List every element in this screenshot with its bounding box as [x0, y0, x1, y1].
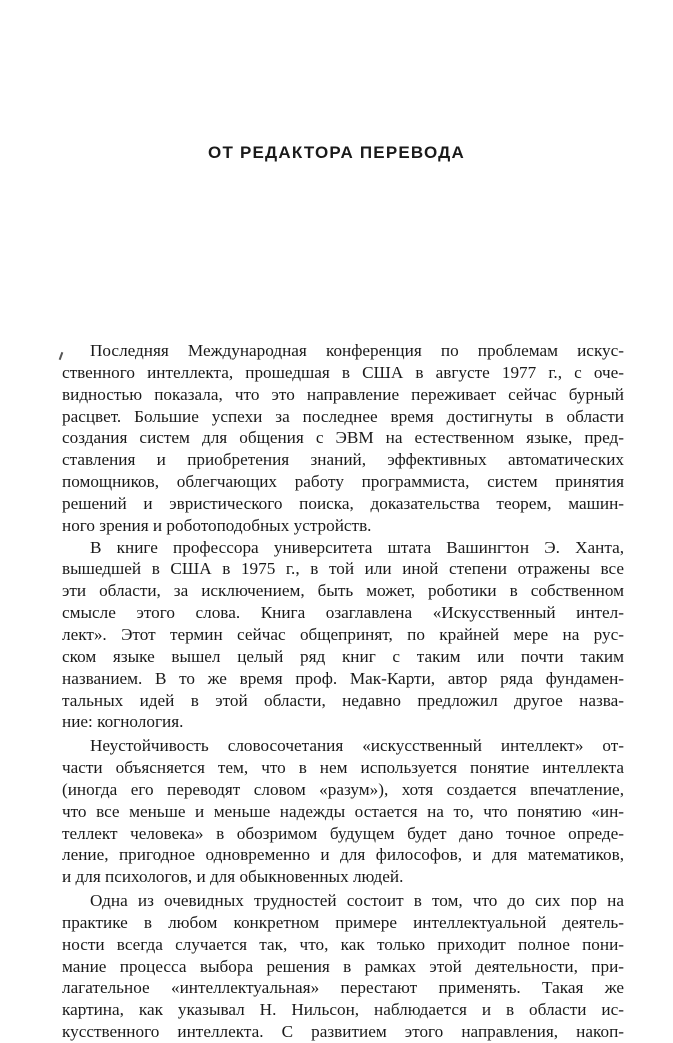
- paragraph-2: [62, 537, 624, 734]
- body-text: [62, 340, 624, 1043]
- text-line: теллект человека» в обозримом будущем будет дано точное опреде-: [62, 823, 624, 843]
- text-line: картина, как указывал Н. Нильсон, наблюдается и в области ис-: [62, 1000, 624, 1020]
- text-line: ление, пригодное одновременно и для философов, и для математиков,: [62, 845, 624, 865]
- text-line: ственного интеллекта, прошедшая в США в августе 1977 г., с оче-: [62, 362, 624, 382]
- text-line: Одна из очевидных трудностей состоит в том, что до сих пор на: [90, 891, 624, 911]
- text-line: части объясняется тем, что в нем используется понятие интеллекта: [62, 758, 624, 778]
- text-line: кусственного интеллекта. С развитием этого направления, накоп-: [62, 1022, 624, 1042]
- text-line: ставления и приобретения знаний, эффективных автоматических: [62, 450, 624, 470]
- text-line: лект». Этот термин сейчас общепринят, по крайней мере на рус-: [62, 624, 624, 644]
- text-line: тальных идей в этой области, недавно предложил другое назва-: [62, 690, 624, 710]
- chapter-heading: ОТ РЕДАКТОРА ПЕРЕВОДА: [208, 143, 465, 162]
- paragraph-1: [62, 340, 624, 537]
- text-line: ском языке вышел целый ряд книг с таким или почти таким: [62, 646, 624, 666]
- text-line: вышедшей в США в 1975 г., в той или иной степени отражены все: [62, 559, 624, 579]
- text-line: создания систем для общения с ЭВМ на естественном языке, пред-: [62, 428, 624, 448]
- text-line: решений и эвристического поиска, доказательства теорем, машин-: [62, 493, 624, 513]
- paragraph-3: [62, 735, 624, 888]
- text-line: ние: когнология.: [62, 712, 184, 732]
- text-line: эти области, за исключением, быть может, роботики в собственном: [62, 581, 624, 601]
- text-line: и для психологов, и для обыкновенных людей.: [62, 867, 404, 887]
- paragraph-4: [62, 890, 624, 1043]
- text-line: Последняя Международная конференция по проблемам искус-: [90, 341, 624, 360]
- text-line: мание процесса выбора решения в рамках этой деятельности, при-: [62, 956, 624, 976]
- text-line: В книге профессора университета штата Вашингтон Э. Ханта,: [90, 537, 624, 557]
- text-line: видностью показала, что это направление переживает сейчас бурный: [62, 384, 624, 404]
- text-line: практике в любом конкретном примере интеллектуальной деятель-: [62, 912, 624, 932]
- text-line: (иногда его переводят словом «разум»), хотя создается впечатление,: [62, 779, 624, 799]
- text-line: ного зрения и роботоподобных устройств.: [62, 515, 372, 535]
- text-line: названием. В то же время проф. Мак-Карти, автор ряда фундамен-: [62, 668, 624, 688]
- text-line: расцвет. Большие успехи за последнее время достигнуты в области: [62, 406, 624, 426]
- text-line: помощников, облегчающих работу программиста, систем принятия: [62, 472, 624, 492]
- text-line: ности всегда случается так, что, как только приходит полное пони-: [62, 934, 624, 954]
- text-line: что все меньше и меньше надежды остается на то, что понятию «ин-: [62, 801, 624, 821]
- text-line: Неустойчивость словосочетания «искусственный интеллект» от-: [90, 736, 624, 756]
- text-line: лагательное «интеллектуальная» перестают применять. Такая же: [62, 978, 624, 998]
- text-line: смысле этого слова. Книга озаглавлена «Искусственный интел-: [62, 603, 624, 623]
